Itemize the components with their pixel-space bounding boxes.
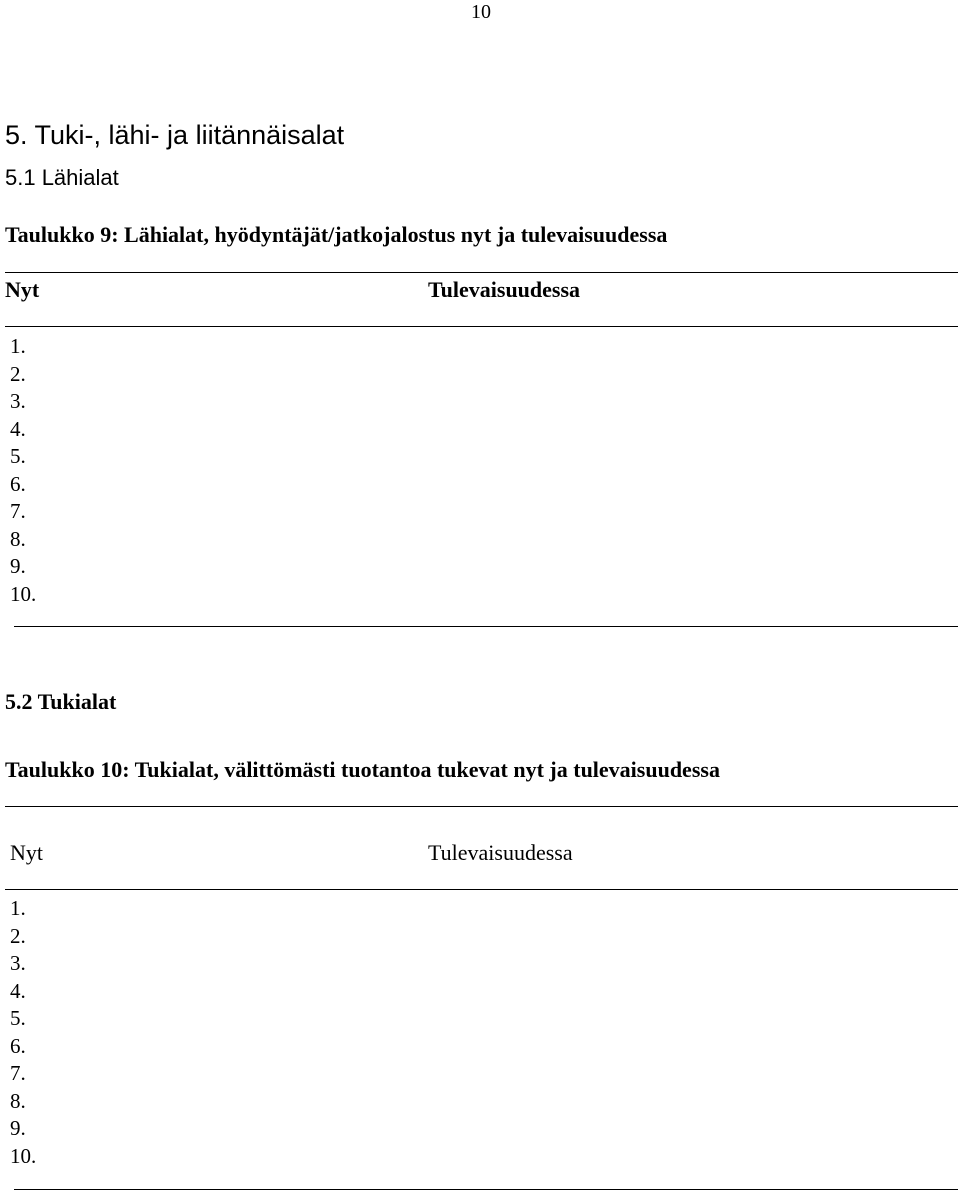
list-item: 6. — [10, 471, 26, 496]
table-10-rows — [10, 895, 36, 1170]
list-item: 1. — [10, 334, 26, 358]
table-10-bottom-rule — [14, 1189, 958, 1190]
table-9-rows — [10, 333, 36, 608]
list-item: 10. — [10, 581, 37, 606]
list-item: 5. — [10, 444, 26, 468]
list-item: 9. — [10, 1116, 26, 1140]
table-9-caption: Taulukko 9: Lähialat, hyödyntäjät/jatkojalostus nyt ja tulevaisuudessa — [5, 222, 668, 247]
subsection-heading-lahialat: 5.1 Lähialat — [5, 165, 119, 190]
list-item: 1. — [10, 896, 26, 920]
list-item: 2. — [10, 923, 26, 948]
table-9-col-now: Nyt — [5, 277, 40, 302]
list-item: 7. — [10, 1061, 26, 1085]
list-item: 9. — [10, 554, 26, 578]
list-item: 7. — [10, 499, 26, 523]
list-item: 2. — [10, 361, 26, 386]
list-item: 10. — [10, 1143, 37, 1168]
table-10-top-rule — [5, 806, 958, 807]
table-9-col-future: Tulevaisuudessa — [428, 277, 581, 302]
table-10-col-future: Tulevaisuudessa — [428, 840, 573, 865]
list-item: 4. — [10, 978, 26, 1003]
section-heading: 5. Tuki-, lähi- ja liitännäisalat — [5, 120, 345, 150]
subsection-heading-tukialat: 5.2 Tukialat — [5, 689, 117, 714]
table-9-header-rule — [5, 326, 958, 327]
list-item: 4. — [10, 416, 26, 441]
list-item: 5. — [10, 1006, 26, 1030]
table-9-bottom-rule — [14, 626, 958, 627]
list-item: 8. — [10, 526, 26, 551]
table-10-col-now: Nyt — [10, 840, 43, 865]
page-number: 10 — [471, 1, 491, 23]
list-item: 3. — [10, 951, 26, 975]
list-item: 6. — [10, 1033, 26, 1058]
list-item: 8. — [10, 1088, 26, 1113]
table-9-top-rule — [5, 272, 958, 273]
list-item: 3. — [10, 389, 26, 413]
table-10-header-rule — [5, 889, 958, 890]
table-10-caption: Taulukko 10: Tukialat, välittömästi tuotantoa tukevat nyt ja tulevaisuudessa — [5, 757, 720, 782]
